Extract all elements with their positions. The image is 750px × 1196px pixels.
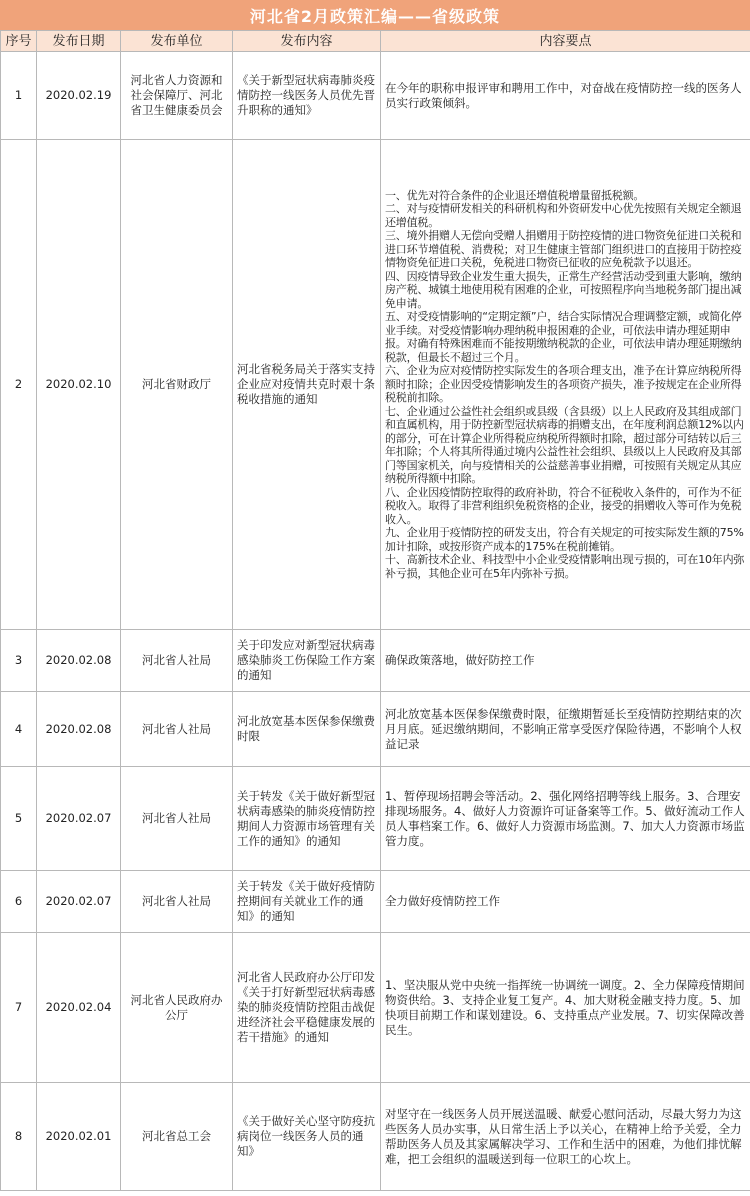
cell-unit: 河北省人社局 [121,767,233,871]
cell-unit: 河北省总工会 [121,1083,233,1191]
cell-no: 2 [1,140,37,630]
cell-unit: 河北省人社局 [121,630,233,692]
header-points: 内容要点 [381,31,750,52]
cell-points [381,1083,750,1191]
point-text: 八、企业因疫情防控取得的政府补助，符合不征税收入条件的，可作为不征税收入。取得了非营利组织免税资格的企业，接受的捐赠收入等可作为免税收入。 [385,485,742,526]
cell-date: 2020.02.01 [37,1083,121,1191]
cell-date: 2020.02.07 [37,871,121,933]
point-text: 在今年的职称申报评审和聘用工作中，对奋战在疫情防控一线的医务人员实行政策倾斜。 [385,80,742,110]
table-row [1,692,750,767]
cell-no: 8 [1,1083,37,1191]
table-header-row [1,31,750,52]
cell-points [381,767,750,871]
cell-content: 关于转发《关于做好疫情防控期间有关就业工作的通知》的通知 [233,871,381,933]
table-row [1,52,750,140]
cell-content: 河北省人民政府办公厅印发《关于打好新型冠状病毒感染的肺炎疫情防控阻击战促进经济社会平稳健康发展的若干措施》的通知 [233,933,381,1083]
cell-points [381,871,750,933]
point-text: 四、因疫情导致企业发生重大损失，正常生产经营活动受到重大影响，缴纳房产税、城镇土地使用税有困难的企业，可按照程序向当地税务部门提出减免申请。 [385,269,742,310]
cell-date: 2020.02.07 [37,767,121,871]
cell-date: 2020.02.04 [37,933,121,1083]
cell-unit: 河北省人社局 [121,871,233,933]
page-title: 河北省2月政策汇编——省级政策 [0,0,750,30]
table-row [1,871,750,933]
point-text: 五、对受疫情影响的“定期定额”户，结合实际情况合理调整定额，或简化停业手续。对受疫情影响办理纳税申报困难的企业，可依法申请办理延期申报。对确有特殊困难而不能按期缴纳税款的企业，可依法申请办理延期缴纳税款，但最长不超过三个月。 [385,310,742,364]
table-row [1,140,750,630]
table-row [1,767,750,871]
header-date: 发布日期 [37,31,121,52]
cell-points [381,52,750,140]
header-content: 发布内容 [233,31,381,52]
point-text: 三、境外捐赠人无偿向受赠人捐赠用于防控疫情的进口物资免征进口关税和进口环节增值税、消费税；对卫生健康主管部门组织进口的直接用于防控疫情物资免征进口关税，免税进口物资已征收的应免税款予以退还。 [385,229,742,270]
point-text: 六、企业为应对疫情防控实际发生的各项合理支出，准予在计算应纳税所得额时扣除；企业因受疫情影响发生的各项资产损失，准予按规定在企业所得税税前扣除。 [385,364,742,405]
cell-date: 2020.02.10 [37,140,121,630]
cell-content: 关于印发应对新型冠状病毒感染肺炎工伤保险工作方案的通知 [233,630,381,692]
cell-no: 5 [1,767,37,871]
table-row [1,1083,750,1191]
point-text: 九、企业用于疫情防控的研发支出，符合有关规定的可按实际发生额的75%加计扣除，或按形资产成本的175%在税前摊销。 [385,526,744,553]
cell-content: 《关于做好关心坚守防疫抗病岗位一线医务人员的通知》 [233,1083,381,1191]
cell-date: 2020.02.08 [37,630,121,692]
point-text: 一、优先对符合条件的企业退还增值税增量留抵税额。 [385,188,645,202]
cell-unit: 河北省人力资源和社会保障厅、河北省卫生健康委员会 [121,52,233,140]
point-text: 河北放宽基本医保参保缴费时限，征缴期暂延长至疫情防控期结束的次月月底。延迟缴纳期间，不影响正常享受医疗保险待遇，不影响个人权益记录 [385,706,742,751]
cell-date: 2020.02.08 [37,692,121,767]
cell-no: 4 [1,692,37,767]
policy-table [0,30,750,1191]
cell-content: 河北放宽基本医保参保缴费时限 [233,692,381,767]
cell-unit: 河北省人民政府办公厅 [121,933,233,1083]
cell-content: 关于转发《关于做好新型冠状病毒感染的肺炎疫情防控期间人力资源市场管理有关工作的通知》的通知 [233,767,381,871]
cell-unit: 河北省人社局 [121,692,233,767]
cell-points [381,933,750,1083]
cell-points [381,140,750,630]
cell-unit: 河北省财政厅 [121,140,233,630]
table-body [1,52,750,1191]
cell-points [381,630,750,692]
table-row [1,630,750,692]
cell-content: 河北省税务局关于落实支持企业应对疫情共克时艰十条税收措施的通知 [233,140,381,630]
table-row [1,933,750,1083]
cell-content: 《关于新型冠状病毒肺炎疫情防控一线医务人员优先晋升职称的通知》 [233,52,381,140]
header-unit: 发布单位 [121,31,233,52]
cell-no: 6 [1,871,37,933]
point-text: 二、对与疫情研发相关的科研机构和外资研发中心优先按照有关规定全额退还增值税。 [385,202,742,229]
header-no: 序号 [1,31,37,52]
point-text: 对坚守在一线医务人员开展送温暖、献爱心慰问活动，尽最大努力为这些医务人员办实事，从日常生活上予以关心，在精神上给予关爱，全力帮助医务人员及其家属解决学习、工作和生活中的困难，为他们排忧解难，把工会组织的温暖送到每一位职工的心坎上。 [385,1106,742,1166]
point-text: 七、企业通过公益性社会组织或县级（含县级）以上人民政府及其组成部门和直属机构，用于防控新型冠状病毒的捐赠支出，在年度利润总额12%以内的部分，可在计算企业所得税应纳税所得额时扣除，超过部分可结转以后三年扣除；个人将其所得通过境内公益性社会组织、县级以上人民政府及其部门等国家机关，向与疫情相关的公益慈善事业捐赠，可按照有关规定从其应纳税所得额中扣除。 [385,404,744,486]
cell-no: 1 [1,52,37,140]
cell-no: 7 [1,933,37,1083]
point-text: 十、高新技术企业、科技型中小企业受疫情影响出现亏损的，可在10年内弥补亏损，其他企业可在5年内弥补亏损。 [385,553,745,580]
point-text: 全力做好疫情防控工作 [385,894,500,908]
point-text: 1、暂停现场招聘会等活动。2、强化网络招聘等线上服务。3、合理安排现场服务。4、做好人力资源许可证备案等工作。5、做好流动工作人员人事档案工作。6、做好人力资源市场监测。7、加大人力资源市场监管力度。 [385,788,745,848]
cell-no: 3 [1,630,37,692]
point-text: 确保政策落地，做好防控工作 [385,653,535,667]
point-text: 1、坚决服从党中央统一指挥统一协调统一调度。2、全力保障疫情期间物资供给。3、支持企业复工复产。4、加大财税金融支持力度。5、加快项目前期工作和谋划建设。6、支持重点产业发展。7、切实保障改善民生。 [385,977,745,1037]
cell-points [381,692,750,767]
cell-date: 2020.02.19 [37,52,121,140]
